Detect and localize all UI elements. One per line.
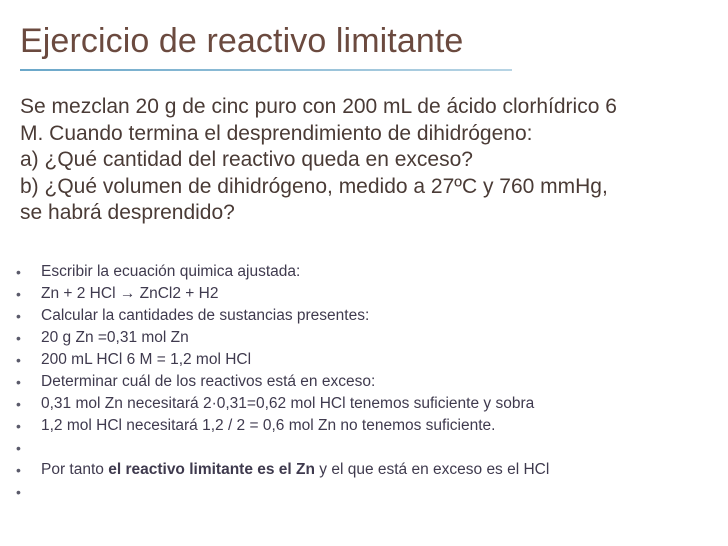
- bullet-icon: •: [16, 308, 21, 324]
- problem-line: M. Cuando termina el desprendimiento de dihidrógeno:: [20, 121, 533, 145]
- conclusion-suffix: y el que está en exceso es el HCl: [314, 461, 550, 478]
- title-underline: [20, 69, 512, 71]
- problem-line: b) ¿Qué volumen de dihidrógeno, medido a 27ºC y 760 mmHg,: [20, 174, 608, 198]
- bullet-item: [14, 305, 549, 327]
- bullet-item-empty: [14, 437, 549, 459]
- bullet-text: Zn + 2 HCl → ZnCl2 + H2: [41, 285, 219, 302]
- bullet-icon: •: [16, 374, 21, 390]
- bullet-item: [14, 349, 549, 371]
- bullet-item: [14, 393, 549, 415]
- bullet-text: 20 g Zn =0,31 mol Zn: [41, 329, 189, 346]
- bullet-icon: •: [16, 462, 21, 478]
- bullet-item: [14, 261, 549, 283]
- bullet-icon: •: [16, 264, 21, 280]
- bullet-icon: •: [16, 484, 21, 500]
- bullet-item: [14, 371, 549, 393]
- bullet-icon: •: [16, 352, 21, 368]
- bullet-icon: •: [16, 330, 21, 346]
- problem-line: se habrá desprendido?: [20, 201, 235, 224]
- bullet-item: [14, 327, 549, 349]
- bullet-item: [14, 283, 549, 305]
- problem-line: Se mezclan 20 g de cinc puro con 200 mL de ácido clorhídrico 6: [20, 95, 617, 118]
- slide-title: Ejercicio de reactivo limitante: [20, 22, 464, 60]
- bullet-icon: •: [16, 286, 21, 302]
- bullet-item-empty: [14, 481, 549, 503]
- bullet-icon: •: [16, 440, 21, 456]
- conclusion-highlight: el reactivo limitante es el Zn: [108, 461, 315, 478]
- solution-bullet-list: [14, 261, 549, 503]
- bullet-text: Determinar cuál de los reactivos está en exceso:: [41, 373, 376, 390]
- bullet-icon: •: [16, 418, 21, 434]
- bullet-item-conclusion: [14, 459, 549, 481]
- conclusion-prefix: Por tanto: [41, 461, 109, 478]
- problem-line: a) ¿Qué cantidad del reactivo queda en exceso?: [20, 148, 473, 171]
- bullet-icon: •: [16, 396, 21, 412]
- bullet-text: 0,31 mol Zn necesitará 2·0,31=0,62 mol HCl tenemos suficiente y sobra: [41, 395, 535, 412]
- bullet-text: Escribir la ecuación quimica ajustada:: [41, 263, 301, 280]
- bullet-text: 200 mL HCl 6 M = 1,2 mol HCl: [41, 351, 252, 368]
- bullet-item: [14, 415, 549, 437]
- problem-statement: [20, 94, 728, 227]
- bullet-text: Calcular la cantidades de sustancias presentes:: [41, 307, 370, 324]
- bullet-text: 1,2 mol HCl necesitará 1,2 / 2 = 0,6 mol Zn no tenemos suficiente.: [41, 417, 496, 434]
